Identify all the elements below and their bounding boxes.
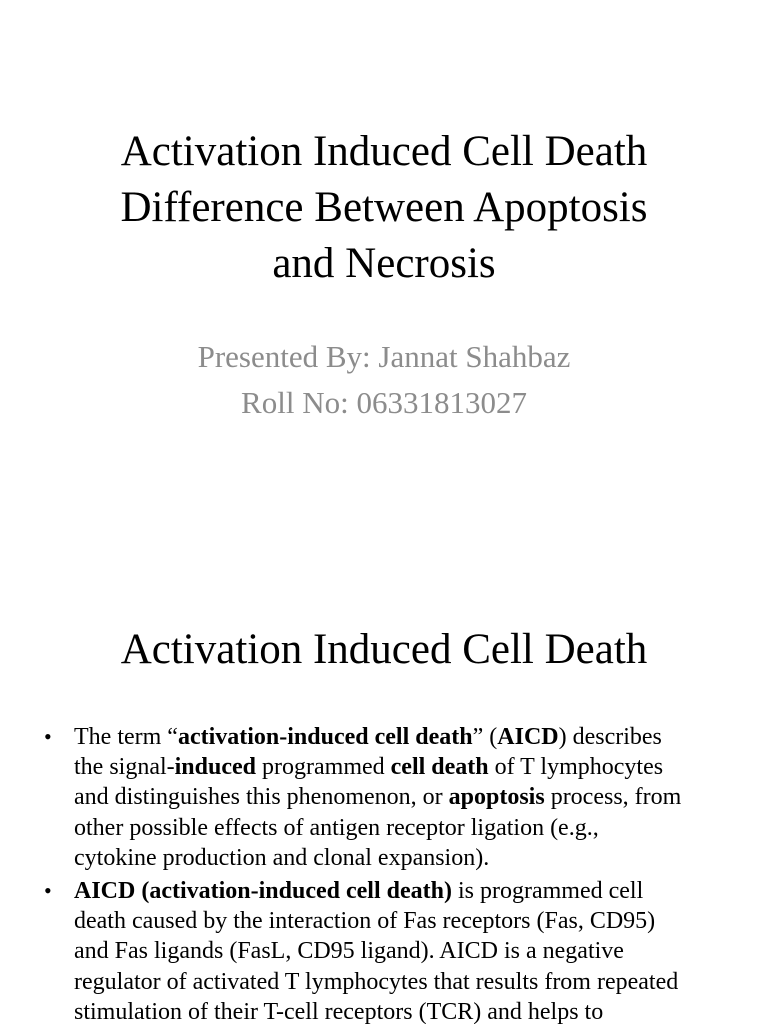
text-run: and distinguishes this phenomenon, or xyxy=(74,784,449,811)
bullet-item-1 xyxy=(0,722,768,873)
bold-run: apoptosis xyxy=(448,784,545,811)
text-run: the signal- xyxy=(74,754,175,781)
bullet1-line-1 xyxy=(74,722,748,752)
slide1-subtitle xyxy=(0,334,768,426)
bullet1-line-3 xyxy=(74,782,748,812)
bullet2-line-5: stimulation of their T-cell receptors (TCR) and helps to xyxy=(74,998,604,1024)
bold-run: AICD xyxy=(497,724,559,750)
roll-number: Roll No: 06331813027 xyxy=(241,385,527,420)
bullet1-line-2 xyxy=(74,752,748,782)
bold-run: AICD (activation-induced cell death) xyxy=(74,878,452,905)
text-run: process, from xyxy=(544,784,682,811)
bullet2-line-3: and Fas ligands (FasL, CD95 ligand). AICD is a negative xyxy=(74,938,624,965)
bullet2-line-4: regulator of activated T lymphocytes that results from repeated xyxy=(74,968,679,995)
presenter-name: Presented By: Jannat Shahbaz xyxy=(197,339,571,374)
slide1-title-line-1: Activation Induced Cell Death xyxy=(120,128,648,175)
text-run: is programmed cell xyxy=(451,878,644,905)
text-run: The term “ xyxy=(74,724,178,750)
bold-run: activation-induced cell death xyxy=(177,724,473,750)
text-run: ) describes xyxy=(558,724,662,750)
slide1-title xyxy=(0,124,768,292)
slide1-title-line-3: and Necrosis xyxy=(272,240,496,287)
bold-run: induced xyxy=(174,754,257,781)
bullet2-line-1 xyxy=(74,876,748,906)
bold-run: cell death xyxy=(390,754,489,781)
text-run: of T lymphocytes xyxy=(488,754,664,781)
bullet1-line-5: cytokine production and clonal expansion). xyxy=(74,844,490,871)
text-run: programmed xyxy=(256,754,391,781)
bullet-list xyxy=(0,722,768,1024)
bullet-dot-icon: • xyxy=(44,724,52,749)
bullet-item-2 xyxy=(0,876,768,1024)
bullet2-line-2: death caused by the interaction of Fas receptors (Fas, CD95) xyxy=(74,908,656,935)
text-run: ” ( xyxy=(472,724,498,750)
slide1-title-line-2: Difference Between Apoptosis xyxy=(120,184,648,231)
bullet1-line-4: other possible effects of antigen receptor ligation (e.g., xyxy=(74,814,599,841)
slide2-title: Activation Induced Cell Death xyxy=(120,626,648,673)
bullet-dot-icon: • xyxy=(44,878,52,904)
